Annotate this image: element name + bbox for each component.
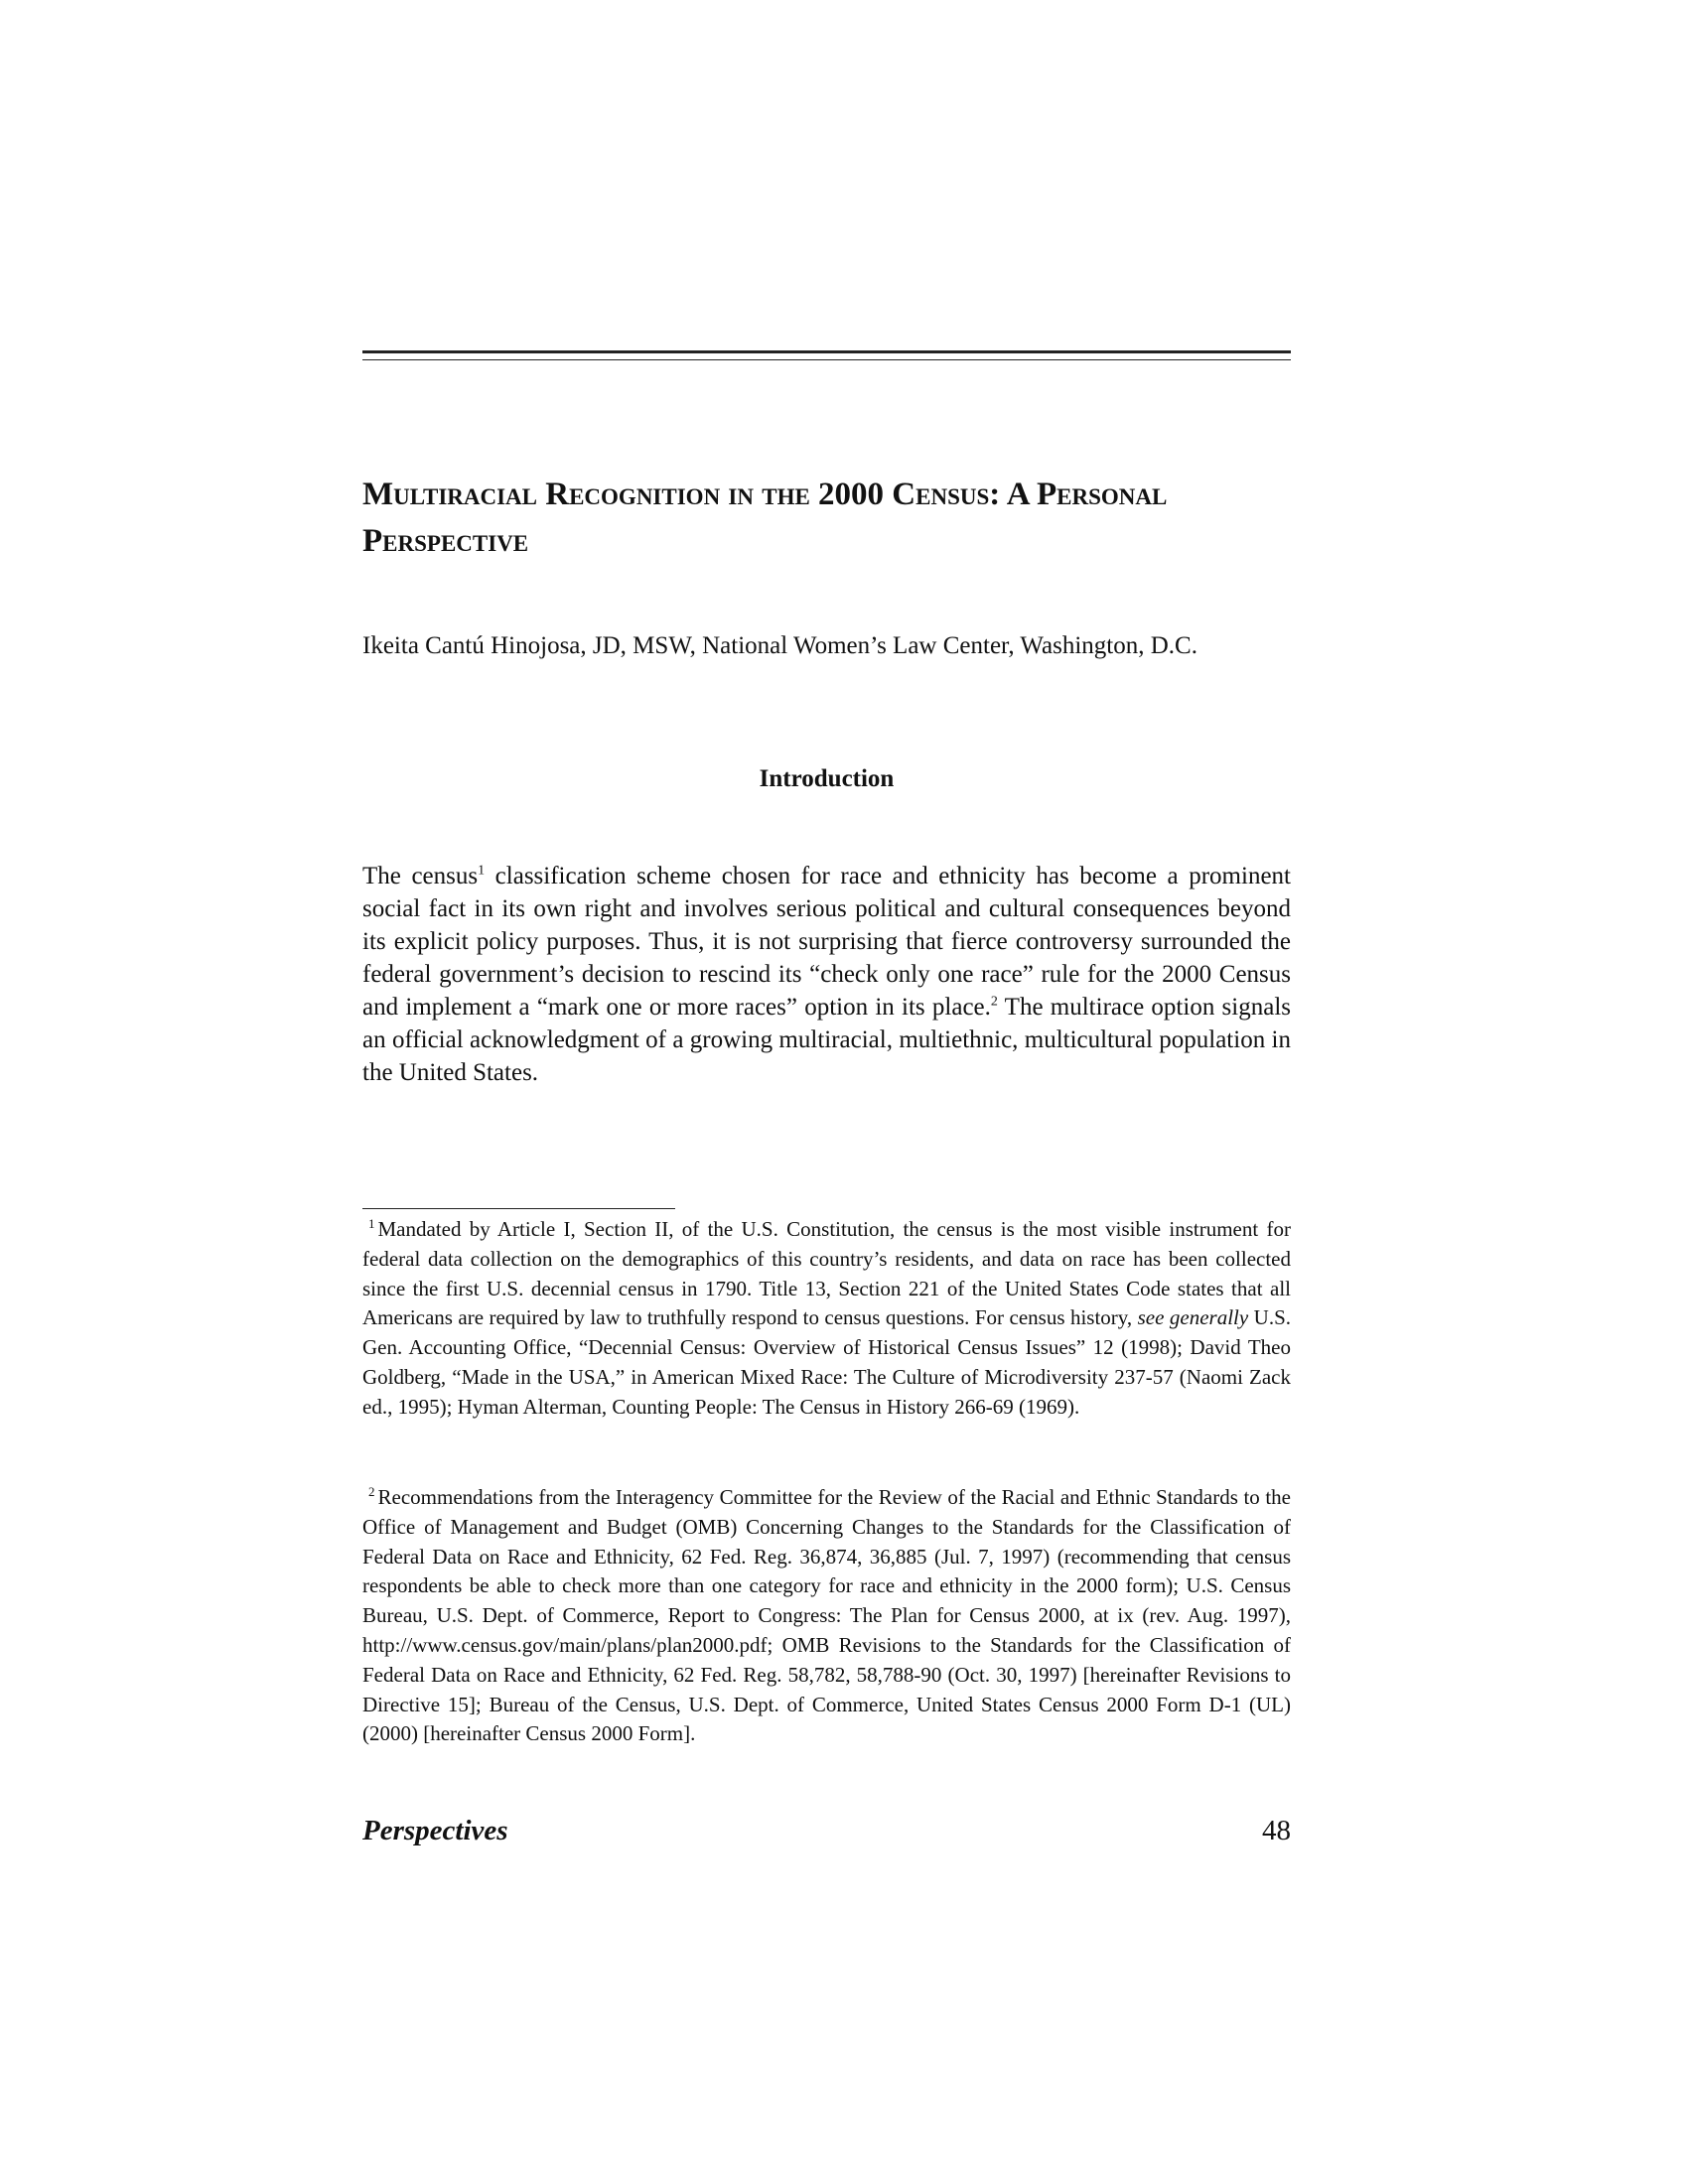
intro-text-part-1: The census bbox=[362, 863, 479, 889]
footnote-1-text-a: Mandated by Article I, Section II, of the U.S. Constitution, the census is the most visible instrument for federal data collection on the demographics of this country’s residents, and data on race has been collected since the first U.S. decennial census in 1790. Title 13, Section 221 of the United States Code states that all Americans are required by law to truthfully respond to census questions. For census history, bbox=[362, 1217, 1291, 1330]
section-heading-introduction: Introduction bbox=[759, 765, 895, 792]
footnote-1-text-b: U.S. Gen. Accounting Office, “Decennial Census: Overview of Historical Census Issues” 12 (1998); David Theo Goldberg, “Made in the USA,” in American Mixed Race: The Culture of Microdiversity 237-57 (Naomi Zack ed., 1995); Hyman Alterman, Counting People: The Census in History 266-69 (1969). bbox=[362, 1305, 1291, 1419]
journal-name: Perspectives bbox=[362, 1815, 508, 1846]
footnote-ref-2: 2 bbox=[990, 994, 998, 1010]
article-title: Multiracial Recognition in the 2000 Census: A Personal Perspective bbox=[362, 477, 1168, 559]
footnote-1 bbox=[362, 1215, 1291, 1423]
header-rule-thick bbox=[362, 350, 1291, 353]
intro-text-part-2: classification scheme chosen for race and ethnicity has become a prominent social fact in its own right and involves serious political and cultural consequences beyond its explicit policy purposes. Thus, it is not surprising that fierce controversy surrounded the federal government’s decision to rescind its “check only one race” rule for the 2000 Census and implement a “mark one or more races” option in its place. bbox=[362, 863, 1291, 1021]
header-rule-thin bbox=[362, 359, 1291, 360]
introduction-paragraph bbox=[362, 860, 1291, 1089]
footnote-1-number: 1 bbox=[368, 1216, 375, 1231]
footnote-2-number: 2 bbox=[368, 1484, 375, 1499]
intro-text-part-3: The multirace option signals an official acknowledgment of a growing multiracial, multiethnic, multicultural population in the United States. bbox=[362, 994, 1291, 1086]
footnote-separator bbox=[362, 1208, 675, 1209]
footnote-2-text: Recommendations from the Interagency Committee for the Review of the Racial and Ethnic Standards to the Office of Management and Budget (OMB) Concerning Changes to the Standards for the Classification of Federal Data on Race and Ethnicity, 62 Fed. Reg. 36,874, 36,885 (Jul. 7, 1997) (recommending that census respondents be able to check more than one category for race and ethnicity in the 2000 form); U.S. Census Bureau, U.S. Dept. of Commerce, Report to Congress: The Plan for Census 2000, at ix (rev. Aug. 1997), http://www.census.gov/main/plans/plan2000.pdf; OMB Revisions to the Standards for the Classification of Federal Data on Race and Ethnicity, 62 Fed. Reg. 58,782, 58,788-90 (Oct. 30, 1997) [hereinafter Revisions to Directive 15]; Bureau of the Census, U.S. Dept. of Commerce, United States Census 2000 Form D-1 (UL) (2000) [hereinafter Census 2000 Form]. bbox=[362, 1485, 1291, 1746]
footnote-ref-1: 1 bbox=[478, 863, 486, 879]
author-line: Ikeita Cantú Hinojosa, JD, MSW, National Women’s Law Center, Washington, D.C. bbox=[362, 632, 1197, 659]
page-number: 48 bbox=[1262, 1815, 1291, 1846]
footnote-2 bbox=[362, 1483, 1291, 1749]
footnote-1-signal: see generally bbox=[1137, 1305, 1249, 1330]
